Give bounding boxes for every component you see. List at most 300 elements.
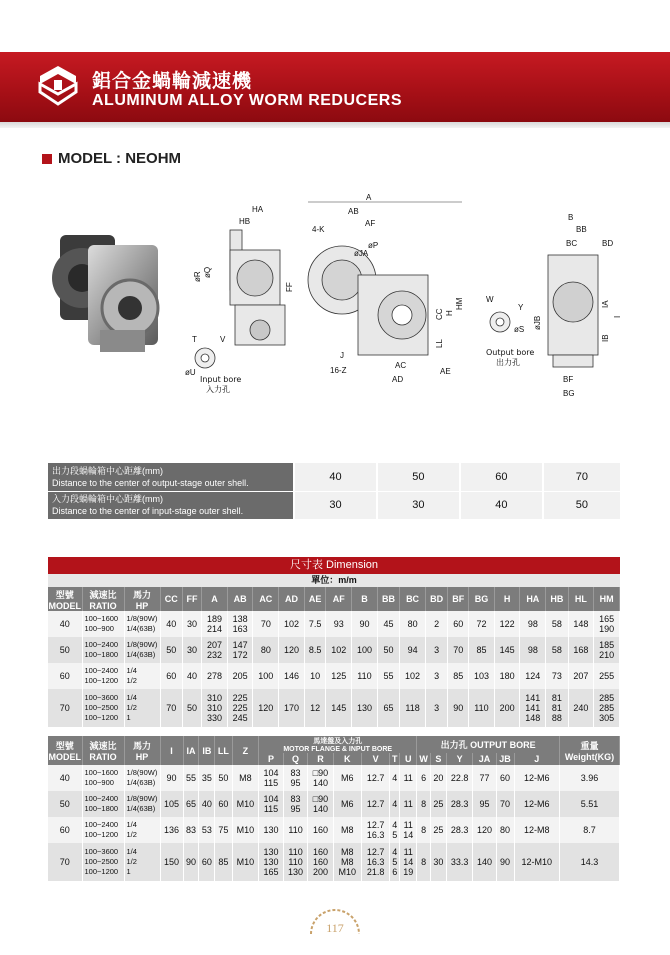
col-group-bore: 出力孔 OUTPUT BORE — [417, 736, 560, 753]
cell: 102 — [279, 611, 305, 637]
cell: 8 — [417, 791, 431, 817]
dim-j: J — [340, 351, 344, 360]
cell-ratio: 100~3600 100~2500 100~1200 — [82, 843, 124, 881]
cell: 170 — [279, 689, 305, 727]
cell: 125 — [326, 663, 352, 689]
cell: 310 310 330 — [202, 689, 228, 727]
col-k: K — [333, 753, 361, 765]
dim-ab: AB — [348, 207, 359, 216]
cell: 180 — [494, 663, 520, 689]
cell-ratio: 100~1600 100~900 — [82, 765, 124, 791]
table-row — [48, 663, 620, 689]
cell: 104 115 — [259, 791, 284, 817]
cell: 94 — [400, 637, 426, 663]
cell: 168 — [568, 637, 594, 663]
cell: 85 — [448, 663, 469, 689]
cell: 8 — [417, 843, 431, 881]
dim-bf: BF — [563, 375, 574, 384]
cell: 3 — [425, 663, 447, 689]
page-number-badge — [305, 908, 365, 938]
cell-ratio: 100~3600 100~2500 100~1200 — [82, 689, 124, 727]
col-group-flange: 馬達盤及入力孔 MOTOR FLANGE & INPUT BORE — [259, 736, 417, 753]
cell: M10 — [232, 791, 259, 817]
cell-ratio: 100~2400 100~1200 — [82, 663, 124, 689]
company-logo-icon — [34, 62, 82, 110]
cell: 145 — [494, 637, 520, 663]
dimension-title: 尺寸表 Dimension — [48, 557, 620, 574]
cell: 189 214 — [202, 611, 228, 637]
cell: 58 — [546, 611, 568, 637]
unit-label: 單位：m/m — [48, 574, 620, 587]
dim-ae: AE — [440, 367, 451, 376]
cell: 130 — [259, 817, 284, 843]
cell: 77 — [473, 765, 496, 791]
col-ratio: 減速比 RATIO — [82, 736, 124, 765]
cell: 110 — [469, 689, 495, 727]
cell: 30 — [377, 491, 460, 519]
cell: 240 — [568, 689, 594, 727]
cell: 5.51 — [560, 791, 620, 817]
cell: 10 — [304, 663, 326, 689]
input-bore-caption-cn: 入力孔 — [206, 385, 230, 394]
cell: 50 — [182, 689, 201, 727]
col-s: S — [430, 753, 446, 765]
cell: M10 — [232, 843, 259, 881]
dim-bg: BG — [563, 389, 575, 398]
cell: 7.5 — [304, 611, 326, 637]
cell: 11 14 19 — [400, 843, 417, 881]
dim-cc: CC — [435, 308, 444, 320]
cell: 81 81 88 — [546, 689, 568, 727]
center-distance-table — [48, 463, 620, 520]
cell: 278 — [202, 663, 228, 689]
cell: 100 — [352, 637, 378, 663]
col-ae: AE — [304, 587, 326, 611]
cell: 83 95 — [283, 791, 308, 817]
dim-ia: IA — [601, 300, 610, 308]
col-w: W — [417, 753, 431, 765]
cell: 145 — [326, 689, 352, 727]
cell: 160 160 200 — [308, 843, 333, 881]
table-header-row — [48, 587, 620, 611]
cell: 30 — [294, 491, 377, 519]
table-header-row — [48, 736, 620, 753]
cell: M6 — [333, 765, 361, 791]
cell-ratio: 100~2400 100~1800 — [82, 791, 124, 817]
table-row — [48, 689, 620, 727]
cell: 100 — [253, 663, 279, 689]
dim-v: V — [220, 335, 226, 344]
dim-16z: 16-Z — [330, 366, 347, 375]
cell: 40 — [460, 491, 543, 519]
cell: 30 — [430, 843, 446, 881]
dim-bd: BD — [602, 239, 614, 248]
cell: 90 — [160, 765, 183, 791]
page-title-cn: 鋁合金蝸輪減速機 — [92, 71, 253, 92]
row-label — [48, 463, 294, 491]
cell: 40 — [182, 663, 201, 689]
cell: 140 — [473, 843, 496, 881]
col-bb: BB — [377, 587, 399, 611]
cell: 207 232 — [202, 637, 228, 663]
cell: 3 — [425, 637, 447, 663]
table-row — [48, 637, 620, 663]
col-ac: AC — [253, 587, 279, 611]
dim-i: I — [613, 315, 622, 318]
cell: 4 5 — [390, 817, 400, 843]
row-label — [48, 491, 294, 519]
cell: 102 — [400, 663, 426, 689]
cell: 50 — [48, 791, 82, 817]
col-bf: BF — [448, 587, 469, 611]
cell: 102 — [326, 637, 352, 663]
dim-w: W — [486, 295, 494, 304]
label-cn: 入力段蝸輪箱中心距離(mm) — [52, 494, 163, 504]
cell: 185 210 — [594, 637, 620, 663]
cell: 14.3 — [560, 843, 620, 881]
cell: 33.3 — [446, 843, 473, 881]
cell: 225 225 245 — [227, 689, 253, 727]
header-banner — [0, 52, 670, 122]
cell: 8.7 — [560, 817, 620, 843]
dim-phiq: øQ — [203, 266, 212, 278]
dim-hb: HB — [239, 217, 251, 226]
cell: 2 — [425, 611, 447, 637]
cell: 285 285 305 — [594, 689, 620, 727]
cell: 136 — [160, 817, 183, 843]
cell: M8 — [333, 817, 361, 843]
col-ib: IB — [199, 736, 215, 765]
cell: 160 — [308, 817, 333, 843]
cell: □90 140 — [308, 791, 333, 817]
col-b: B — [352, 587, 378, 611]
dimension-table-1 — [48, 587, 620, 727]
col-hp: 馬力 HP — [124, 736, 160, 765]
cell: 165 190 — [594, 611, 620, 637]
cell: 12.7 16.3 — [361, 817, 389, 843]
dim-phis: øS — [514, 325, 525, 334]
cell: 70 — [448, 637, 469, 663]
cell: 58 — [546, 637, 568, 663]
col-ratio: 減速比 RATIO — [82, 587, 124, 611]
col-ad: AD — [279, 587, 305, 611]
col-hp: 馬力 HP — [124, 587, 160, 611]
cell: 90 — [352, 611, 378, 637]
dim-ll: LL — [435, 339, 444, 348]
technical-drawing — [30, 190, 640, 410]
col-bc: BC — [400, 587, 426, 611]
dim-phip: øP — [368, 241, 379, 250]
cell-ratio: 100~2400 100~1800 — [82, 637, 124, 663]
dim-phir: øR — [193, 271, 202, 282]
cell: 60 — [215, 791, 232, 817]
dim-ha: HA — [252, 205, 264, 214]
cell: 11 14 — [400, 817, 417, 843]
dim-4k: 4-K — [312, 225, 325, 234]
col-model: 型號 MODEL — [48, 587, 82, 611]
cell: 70 — [543, 463, 620, 491]
dim-ad: AD — [392, 375, 404, 384]
col-ff: FF — [182, 587, 201, 611]
dim-a: A — [366, 193, 372, 202]
cell: 138 163 — [227, 611, 253, 637]
page-title-en: ALUMINUM ALLOY WORM REDUCERS — [92, 92, 402, 109]
cell: 130 — [352, 689, 378, 727]
cell: 60 — [199, 843, 215, 881]
cell: 70 — [160, 689, 182, 727]
col-j: J — [514, 753, 559, 765]
col-h: H — [494, 587, 520, 611]
table-row — [48, 491, 620, 519]
cell: 73 — [546, 663, 568, 689]
cell: 60 — [496, 765, 514, 791]
cell: 104 115 — [259, 765, 284, 791]
cell: 60 — [448, 611, 469, 637]
cell: 148 — [568, 611, 594, 637]
cell: 12.7 16.3 21.8 — [361, 843, 389, 881]
col-hm: HM — [594, 587, 620, 611]
cell-hp: 1/8(90W) 1/4(63B) — [124, 791, 160, 817]
cell: 25 — [430, 817, 446, 843]
cell: 150 — [160, 843, 183, 881]
cell: 124 — [520, 663, 546, 689]
cell: 85 — [469, 637, 495, 663]
col-u: U — [400, 753, 417, 765]
dim-bc: BC — [566, 239, 578, 248]
cell: 60 — [48, 817, 82, 843]
cell: 28.3 — [446, 817, 473, 843]
cell: M8 — [232, 765, 259, 791]
cell: 40 — [160, 611, 182, 637]
cell: 4 — [390, 765, 400, 791]
dim-ib: IB — [601, 334, 610, 342]
cell: 147 172 — [227, 637, 253, 663]
dim-h: H — [445, 310, 454, 316]
dim-phija: øJA — [354, 249, 369, 258]
col-ja: JA — [473, 753, 496, 765]
cell: 146 — [279, 663, 305, 689]
cell: 72 — [469, 611, 495, 637]
col-r: R — [308, 753, 333, 765]
cell: 4 5 6 — [390, 843, 400, 881]
dim-b: B — [568, 213, 574, 222]
cell: 90 — [496, 843, 514, 881]
cell: 118 — [400, 689, 426, 727]
cell-hp: 1/4 1/2 1 — [124, 689, 160, 727]
cell: 12.7 — [361, 791, 389, 817]
cell: 207 — [568, 663, 594, 689]
cell: 20 — [430, 765, 446, 791]
cell: 55 — [377, 663, 399, 689]
cell: 12-M8 — [514, 817, 559, 843]
cell: 98 — [520, 637, 546, 663]
col-model: 型號 MODEL — [48, 736, 82, 765]
cell: 85 — [215, 843, 232, 881]
cell: 40 — [294, 463, 377, 491]
cell: □90 140 — [308, 765, 333, 791]
cell: 70 — [496, 791, 514, 817]
cell: 60 — [460, 463, 543, 491]
cell: M10 — [232, 817, 259, 843]
cell: 65 — [377, 689, 399, 727]
dim-bb: BB — [576, 225, 587, 234]
cell: M8 M8 M10 — [333, 843, 361, 881]
cell: 60 — [48, 663, 82, 689]
dim-phijb: øJB — [533, 315, 542, 330]
col-z: Z — [232, 736, 259, 765]
cell: 122 — [494, 611, 520, 637]
cell: 110 — [283, 817, 308, 843]
cell: 255 — [594, 663, 620, 689]
cell-hp: 1/4 1/2 — [124, 663, 160, 689]
cell: 50 — [160, 637, 182, 663]
cell-hp: 1/8(90W) 1/4(63B) — [124, 611, 160, 637]
col-hb: HB — [546, 587, 568, 611]
col-i: I — [160, 736, 183, 765]
cell: 93 — [326, 611, 352, 637]
cell: 8 — [417, 817, 431, 843]
col-hl: HL — [568, 587, 594, 611]
label-en: Distance to the center of output-stage outer shell. — [52, 477, 249, 488]
cell: 50 — [377, 463, 460, 491]
cell: 40 — [199, 791, 215, 817]
dim-ac: AC — [395, 361, 407, 370]
cell: 40 — [48, 611, 82, 637]
cell: M6 — [333, 791, 361, 817]
col-v: V — [361, 753, 389, 765]
col-y: Y — [446, 753, 473, 765]
cell: 80 — [496, 817, 514, 843]
product-photo — [52, 235, 158, 352]
cell: 120 — [253, 689, 279, 727]
col-cc: CC — [160, 587, 182, 611]
cell: 65 — [183, 791, 199, 817]
dim-phiu: øU — [185, 368, 196, 377]
dim-hm: HM — [455, 297, 464, 310]
col-ll: LL — [215, 736, 232, 765]
cell: 12-M6 — [514, 765, 559, 791]
input-bore-caption: Input bore — [200, 375, 242, 384]
col-a: A — [202, 587, 228, 611]
cell: 130 130 165 — [259, 843, 284, 881]
cell: 6 — [417, 765, 431, 791]
model-heading — [42, 150, 181, 167]
cell: 105 — [160, 791, 183, 817]
table-row — [48, 817, 620, 843]
cell: 80 — [400, 611, 426, 637]
cell: 110 — [352, 663, 378, 689]
dim-af: AF — [365, 219, 376, 228]
cell: 11 — [400, 791, 417, 817]
cell: 53 — [199, 817, 215, 843]
col-weight: 重量 Weight(KG) — [560, 736, 620, 765]
cell: 110 110 130 — [283, 843, 308, 881]
col-af: AF — [326, 587, 352, 611]
col-ha: HA — [520, 587, 546, 611]
cell: 103 — [469, 663, 495, 689]
cell: 11 — [400, 765, 417, 791]
table-row — [48, 791, 620, 817]
dim-y: Y — [518, 303, 524, 312]
model-label: MODEL : NEOHM — [58, 150, 182, 167]
cell-hp: 1/4 1/2 1 — [124, 843, 160, 881]
cell: 98 — [520, 611, 546, 637]
output-bore-caption: Output bore — [486, 348, 535, 357]
cell: 95 — [473, 791, 496, 817]
cell: 90 — [183, 843, 199, 881]
dimension-table-2 — [48, 736, 620, 881]
cell: 35 — [199, 765, 215, 791]
table-row — [48, 463, 620, 491]
cell: 120 — [279, 637, 305, 663]
cell: 70 — [48, 843, 82, 881]
col-q: Q — [283, 753, 308, 765]
cell-ratio: 100~2400 100~1200 — [82, 817, 124, 843]
cell-hp: 1/8(90W) 1/4(63B) — [124, 765, 160, 791]
cell: 12-M10 — [514, 843, 559, 881]
cell: 25 — [430, 791, 446, 817]
dim-t: T — [192, 335, 197, 344]
page-number: 117 — [326, 921, 344, 935]
cell: 28.3 — [446, 791, 473, 817]
cell: 12.7 — [361, 765, 389, 791]
cell: 120 — [473, 817, 496, 843]
col-p: P — [259, 753, 284, 765]
output-bore-caption-cn: 出力孔 — [496, 358, 520, 367]
cell: 141 141 148 — [520, 689, 546, 727]
cell: 50 — [543, 491, 620, 519]
col-t: T — [390, 753, 400, 765]
table-row — [48, 765, 620, 791]
cell: 205 — [227, 663, 253, 689]
cell: 55 — [183, 765, 199, 791]
bullet-square-icon — [42, 154, 52, 164]
cell: 75 — [215, 817, 232, 843]
cell: 4 — [390, 791, 400, 817]
col-ia: IA — [183, 736, 199, 765]
cell: 70 — [253, 611, 279, 637]
cell: 60 — [160, 663, 182, 689]
col-jb: JB — [496, 753, 514, 765]
cell: 8.5 — [304, 637, 326, 663]
cell: 50 — [215, 765, 232, 791]
cell: 22.8 — [446, 765, 473, 791]
cell: 3 — [425, 689, 447, 727]
label-en: Distance to the center of input-stage outer shell. — [52, 506, 244, 516]
col-bg: BG — [469, 587, 495, 611]
cell-hp: 1/8(90W) 1/4(63B) — [124, 637, 160, 663]
cell: 30 — [182, 611, 201, 637]
cell-hp: 1/4 1/2 — [124, 817, 160, 843]
cell: 90 — [448, 689, 469, 727]
cell-ratio: 100~1600 100~900 — [82, 611, 124, 637]
cell: 12 — [304, 689, 326, 727]
cell: 50 — [377, 637, 399, 663]
cell: 3.96 — [560, 765, 620, 791]
col-ab: AB — [227, 587, 253, 611]
label-cn: 出力段蝸輪箱中心距離(mm) — [52, 465, 163, 476]
table-row — [48, 611, 620, 637]
cell: 45 — [377, 611, 399, 637]
cell: 50 — [48, 637, 82, 663]
dim-ff: FF — [285, 282, 294, 292]
cell: 83 95 — [283, 765, 308, 791]
col-bd: BD — [425, 587, 447, 611]
cell: 80 — [253, 637, 279, 663]
table-row — [48, 843, 620, 881]
cell: 30 — [182, 637, 201, 663]
cell: 70 — [48, 689, 82, 727]
